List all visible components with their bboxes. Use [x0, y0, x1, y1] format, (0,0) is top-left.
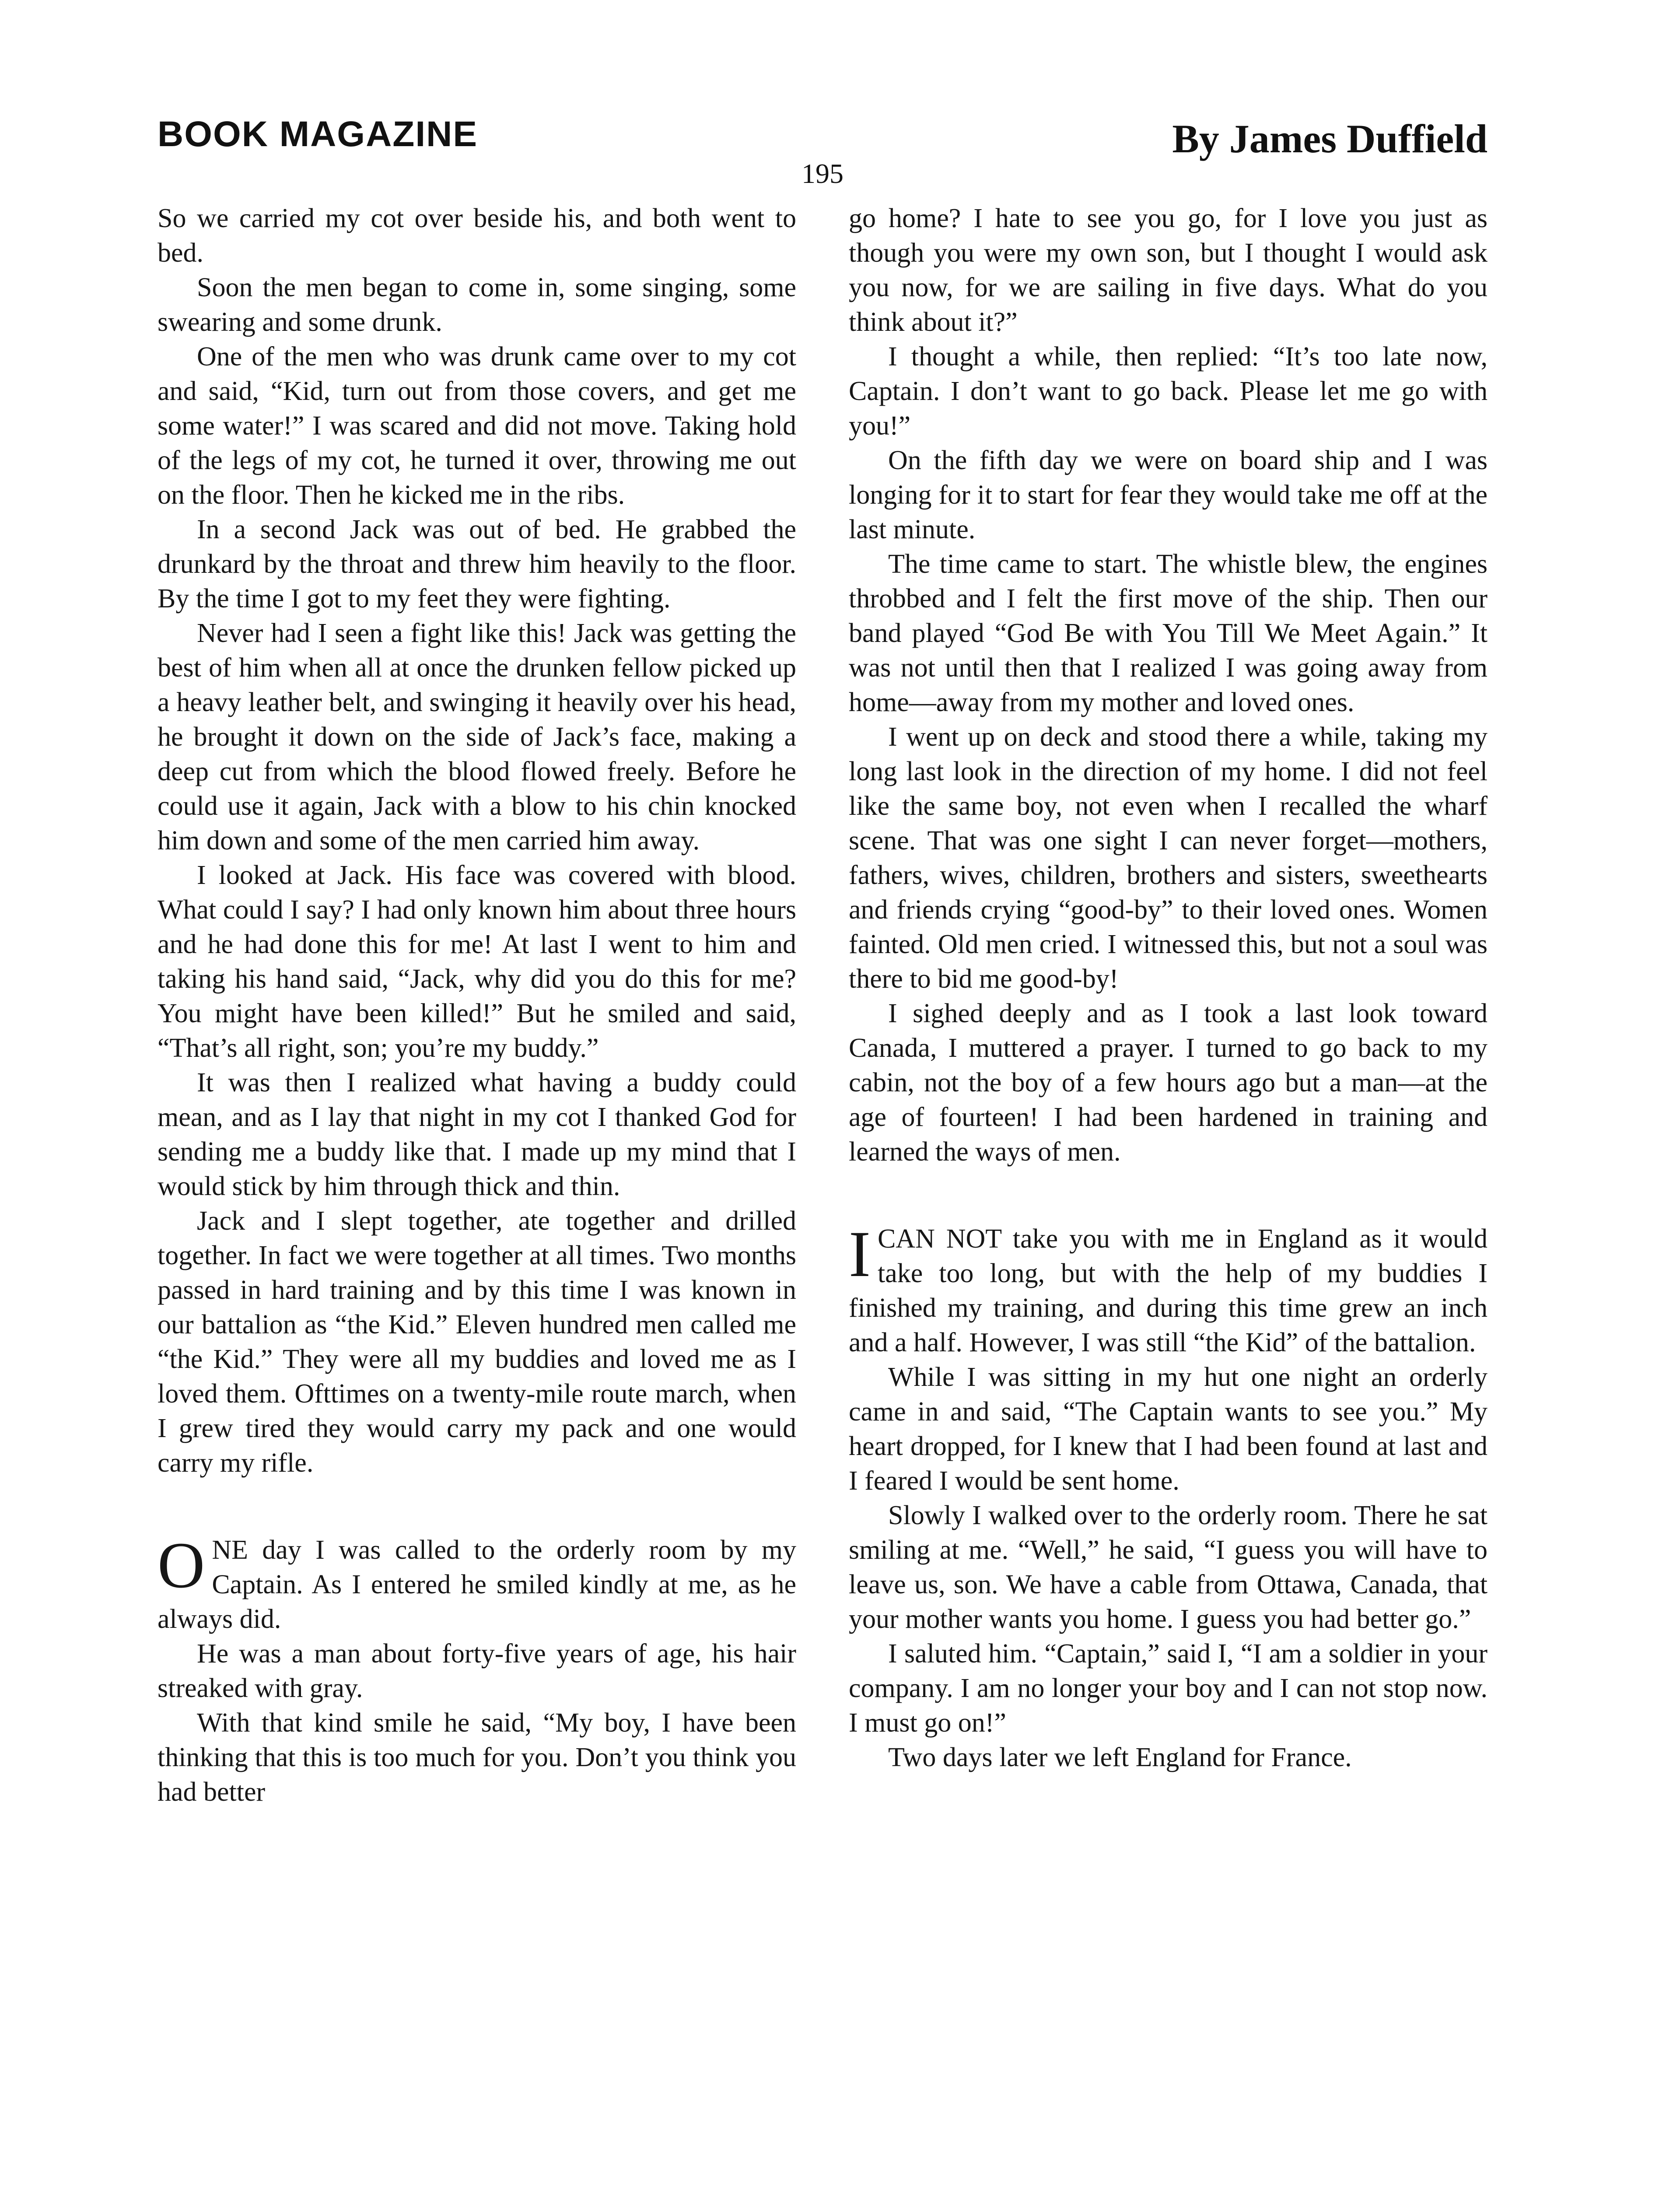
section-opening-paragraph [849, 1218, 1488, 1360]
paragraph: On the fifth day we were on board ship and I was longing for it to start for fear they would take me off at the last minute. [849, 445, 1488, 544]
paragraph: I went up on deck and stood there a while, taking my long last look in the direction of my home. I did not feel like the same boy, not even when I recalled the wharf scene. That was one sight I can never forget—mothers, fathers, wives, children, brothers and sisters, sweethearts and friends crying “good-by” to their loved ones. Women fainted. Old men cried. I witnessed this, but not a soul was there to bid me good-by! [849, 722, 1488, 994]
paragraph: Slowly I walked over to the orderly room. There he sat smiling at me. “Well,” he said, “I guess you will have to leave us, son. We have a cable from Ottawa, Canada, that your mother wants you home. I guess you had better go.” [849, 1501, 1488, 1634]
paragraph: Never had I seen a fight like this! Jack was getting the best of him when all at once the drunken fellow picked up a heavy leather belt, and swinging it heavily over his head, he brought it down on the side of Jack’s face, making a deep cut from which the blood flowed freely. Before he could use it again, Jack with a blow to his chin knocked him down and some of the men carried him away. [158, 618, 796, 856]
paragraph: I thought a while, then replied: “It’s too late now, Captain. I don’t want to go back. Please let me go with you!” [849, 342, 1488, 441]
paragraph: With that kind smile he said, “My boy, I have been thinking that this is too much for you. Don’t you think you had better [158, 1708, 796, 1807]
paragraph: He was a man about forty-five years of age, his hair streaked with gray. [158, 1639, 796, 1703]
paragraph: One of the men who was drunk came over to my cot and said, “Kid, turn out from those covers, and get me some water!” I was scared and did not move. Taking hold of the legs of my cot, he turned it over, throwing me out on the floor. Then he kicked me in the ribs. [158, 342, 796, 510]
section-opening-paragraph [158, 1529, 796, 1637]
magazine-page [131, 88, 1514, 2188]
section-opening-text: CAN NOT take you with me in England as it would take too long, but with the help of my buddies I finished my training, and during this time grew an inch and a half. However, I was still “the Kid” of the battalion. [849, 1224, 1488, 1357]
paragraph: Two days later we left England for France. [888, 1743, 1352, 1772]
drop-cap: O [158, 1529, 205, 1602]
paragraph: Soon the men began to come in, some singing, some swearing and some drunk. [158, 273, 796, 337]
left-column [158, 201, 796, 1809]
page-number: 195 [802, 158, 844, 189]
section-break [849, 1169, 1488, 1222]
paragraph: It was then I realized what having a buddy could mean, and as I lay that night in my cot I thanked God for sending me a buddy like that. I made up my mind that I would stick by him through thick and thin. [158, 1068, 796, 1201]
paragraph: While I was sitting in my hut one night an orderly came in and said, “The Captain wants to see you.” My heart dropped, for I knew that I had been found at last and I feared I would be sent home. [849, 1362, 1488, 1496]
paragraph: So we carried my cot over beside his, and both went to bed. [158, 203, 796, 268]
paragraph: go home? I hate to see you go, for I love you just as though you were my own son, but I thought I would ask you now, for we are sailing in five days. What do you think about it?” [849, 203, 1488, 337]
paragraph: The time came to start. The whistle blew, the engines throbbed and I felt the first move of the ship. Then our band played “God Be with You Till We Meet Again.” It was not until then that I realized I was going away from home—away from my mother and loved ones. [849, 549, 1488, 717]
paragraph: Jack and I slept together, ate together and drilled together. In fact we were together at all times. Two months passed in hard training and by this time I was known in our battalion as “the Kid.” Eleven hundred men called me “the Kid.” They were all my buddies and loved me as I loved them. Ofttimes on a twenty-mile route march, when I grew tired they would carry my pack and one would carry my rifle. [158, 1206, 796, 1478]
paragraph: I saluted him. “Captain,” said I, “I am a soldier in your company. I am no longer your boy and I can not stop now. I must go on!” [849, 1639, 1488, 1738]
author-byline: By James Duffield [1172, 116, 1488, 161]
paragraph: In a second Jack was out of bed. He grabbed the drunkard by the throat and threw him heavily to the floor. By the time I got to my feet they were fighting. [158, 515, 796, 614]
paragraph: I sighed deeply and as I took a last look toward Canada, I muttered a prayer. I turned to go back to my cabin, not the boy of a few hours ago but a man—at the age of fourteen! I had been hardened in training and learned the ways of men. [849, 999, 1488, 1167]
magazine-title: BOOK MAGAZINE [158, 114, 478, 154]
section-opening-text: NE day I was called to the orderly room by my Captain. As I entered he smiled kindly at me, as he always did. [158, 1535, 796, 1634]
paragraph: I looked at Jack. His face was covered with blood. What could I say? I had only known him about three hours and he had done this for me! At last I went to him and taking his hand said, “Jack, why did you do this for me? You might have been killed!” But he smiled and said, “That’s all right, son; you’re my buddy.” [158, 860, 796, 1063]
right-column [849, 201, 1488, 1775]
drop-cap: I [849, 1218, 871, 1290]
section-break [158, 1480, 796, 1533]
